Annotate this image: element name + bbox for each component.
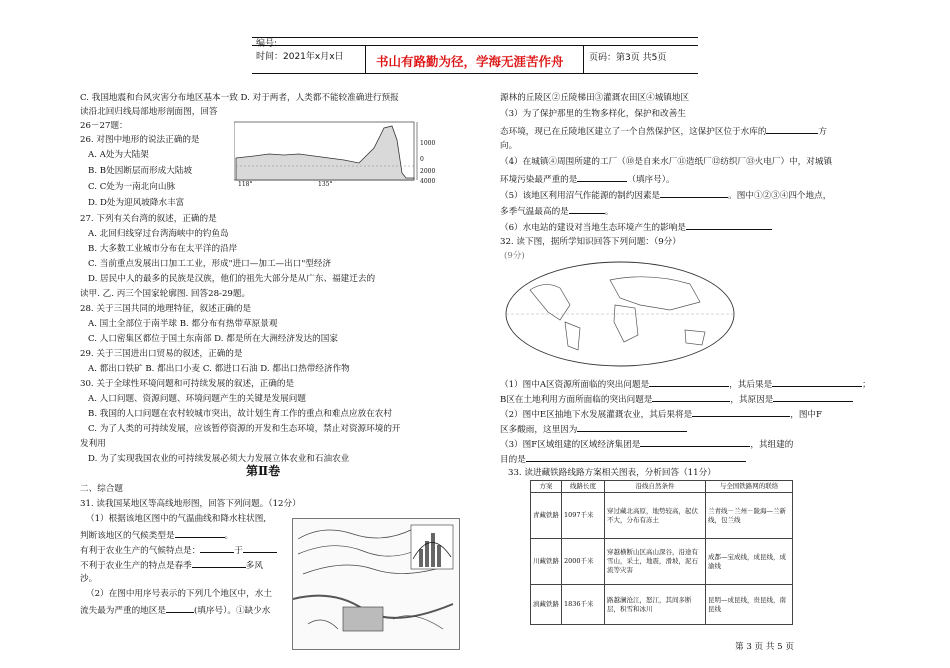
option: D. D处为迎风坡降水丰富	[88, 198, 185, 208]
question-line: （1）根据该地区图中的气温曲线和降水柱状图,	[86, 514, 267, 524]
date-label: 时间：2021年x月x日	[256, 52, 344, 62]
contour-map-figure	[292, 518, 460, 650]
question-line: 环境污染最严重的是 （填序号）。	[500, 172, 675, 186]
table-cell: 穿过藏北高原，地势较高，起伏不大，分布有冻土	[605, 493, 706, 539]
option: C. 人口密集区都位于国土东南部 D. 都是所在大洲经济发达的国家	[88, 334, 338, 344]
question-line: 有利于农业生产的气候特点是： 于	[80, 543, 277, 557]
table-cell: 1097千米	[562, 493, 605, 539]
header-rule-bottom	[252, 73, 698, 74]
header-rule-top	[252, 37, 698, 38]
answer-blank[interactable]	[649, 377, 729, 387]
answer-blank[interactable]	[243, 543, 277, 553]
question-32: 32. 读下图，据所学知识回答下列问题：（9分）	[500, 237, 681, 247]
question-27: 27. 下列有关台湾的叙述，正确的是	[80, 214, 217, 224]
question-line: （6）水电站的建设对当地生态环境产生的影响是	[500, 220, 772, 234]
number-label: 编号:	[256, 39, 278, 49]
table-header: 沿线自然条件	[605, 481, 706, 493]
table-row	[531, 539, 793, 585]
option: C. 为了人类的可持续发展，应该暂停资源的开发和生态环境，禁止对资源环境的开	[88, 424, 401, 434]
answer-blank[interactable]	[652, 392, 730, 402]
instruction-line: 读甲. 乙. 丙三个国家轮廓图. 回答28-29题。	[80, 289, 251, 299]
header-rule-mid	[252, 45, 698, 46]
question-line: 沙。	[80, 574, 98, 584]
question-line: 判断该地区的气候类型是 。	[80, 528, 233, 542]
question-30: 30. 关于全球性环境问题和可持续发展的叙述，正确的是	[80, 379, 295, 389]
railway-table	[530, 480, 793, 625]
instruction-line: 26－27题：	[80, 121, 128, 131]
page-footer: 第 3 页 共 5 页	[735, 642, 794, 652]
profile-longitude: 118°	[238, 181, 253, 188]
option: B. 大多数工业城市分布在太平洋的沿岸	[88, 244, 238, 254]
table-cell: 兰青线－兰州－陇海—兰新线，包兰线	[706, 493, 793, 539]
instruction-line: 读沿北回归线局部地形剖面图，回答	[80, 107, 218, 117]
question-line: （2）图中E区抽地下水发展灌溉农业，其后果将是 ，图中F	[500, 407, 822, 421]
table-row	[531, 493, 793, 539]
answer-blank[interactable]	[166, 603, 194, 613]
question-line: （4）在城镇④周围所建的工厂（⑩是自来水厂⑪造纸厂⑫纺织厂⑬火电厂）中，对城镇	[500, 157, 833, 167]
option: D. 为了实现我国农业的可持续发展必须大力发展立体农业和石油农业	[88, 454, 350, 464]
terrain-profile-figure	[234, 118, 439, 190]
world-map-figure	[500, 250, 740, 370]
question-line: （2）在图中用序号表示的下列几个地区中，水土	[86, 589, 272, 599]
answer-blank[interactable]	[200, 543, 234, 553]
answer-blank[interactable]	[660, 188, 728, 198]
answer-blank[interactable]	[766, 124, 818, 134]
table-cell: 2000千米	[562, 539, 605, 585]
question-26: 26. 对图中地形的说法正确的是	[80, 135, 200, 145]
table-row	[531, 585, 793, 625]
question-line: （5）该地区利用沼气作能源的制约因素是 。图中①②③④四个地点，	[500, 188, 831, 202]
option: A. 北回归线穿过台湾海峡中的钓鱼岛	[88, 229, 229, 239]
answer-blank[interactable]	[773, 392, 853, 402]
question-line: 向。	[500, 141, 518, 151]
answer-blank[interactable]	[192, 558, 246, 568]
question-line: （3）图F区域组建的区域经济集团是 ，其组建的	[500, 437, 793, 451]
question-line: 态环境，现已在丘陵地区建立了一个自然保护区，这保护区位于水库的 方	[500, 124, 827, 138]
profile-axis-label: 2000	[420, 168, 436, 175]
question-29: 29. 关于三国进出口贸易的叙述，正确的是	[80, 349, 243, 359]
option: A. 都出口铁矿 B. 都出口小麦 C. 都进口石油 D. 都出口热带经济作物	[88, 364, 350, 374]
profile-longitude: 135°	[318, 181, 333, 188]
motto: 书山有路勤为径，学海无涯苦作舟	[376, 54, 564, 69]
table-header: 方案	[531, 481, 562, 493]
profile-axis-label: 1000	[420, 140, 436, 147]
table-cell: 穿越横断山区高山深谷，沿途有雪山，采土，地震，滑坡，泥石流等灾害	[605, 539, 706, 585]
table-cell: 成都—宝成线，成昆线，成渝线	[706, 539, 793, 585]
answer-blank[interactable]	[640, 437, 750, 447]
answer-blank[interactable]	[577, 422, 687, 432]
table-header: 与全国铁路网的联络	[706, 481, 793, 493]
option: B. 我国的人口问题在农村较城市突出，故计划生育工作的重点和难点应放在农村	[88, 409, 392, 419]
table-cell: 滇藏铁路	[531, 585, 562, 625]
answer-blank[interactable]	[526, 452, 746, 462]
option: D. 居民中人的最多的民族是汉族，他们的祖先大部分是从广东、福建迁去的	[88, 274, 376, 284]
question-line: 多季气温最高的是 。	[500, 204, 613, 218]
question-line: 源林的丘陵区②丘陵梯田③灌溉农田区④城镇地区	[500, 93, 690, 103]
profile-axis-label: 4000	[420, 178, 436, 185]
question-33: 33. 读进藏铁路线路方案相关图表，分析回答（11分）	[508, 468, 716, 478]
section-heading: 二、综合题	[80, 484, 123, 494]
question-line: 流失最为严重的地区是 (填序号）。①缺少水	[80, 603, 270, 617]
question-line: 不利于农业生产的特点是春季 多风	[80, 558, 263, 572]
profile-axis-label: 0	[420, 156, 424, 163]
question-line: （3）为了保护那里的生物多样化，保护和改善生	[500, 109, 686, 119]
table-cell: 川藏铁路	[531, 539, 562, 585]
table-cell: 1836千米	[562, 585, 605, 625]
answer-blank[interactable]	[692, 407, 790, 417]
answer-blank[interactable]	[175, 528, 225, 538]
option: A. 国土全部位于南半球 B. 都分布有热带草原景观	[88, 319, 278, 329]
question-line: C. 我国地震和台风灾害分布地区基本一致 D. 对于两者，人类都不能较准确进行预报	[80, 93, 399, 103]
question-31: 31. 读我国某地区等高线地形图，回答下列问题。（12分）	[80, 499, 301, 509]
table-cell: 昆明—成昆线，贵昆线，南昆线	[706, 585, 793, 625]
header-divider	[583, 46, 584, 73]
question-line: 目的是	[500, 452, 746, 466]
option: 发利用	[80, 439, 106, 449]
table-header-row	[531, 481, 793, 493]
option: A. 人口问题、资源问题、环境问题产生的关键是发展问题	[88, 394, 306, 404]
question-line: B区在土地利用方面所面临的突出问题是 ，其原因是	[500, 392, 853, 406]
table-cell: 路越澜沧江，怒江，其间多断层，积雪和冰川	[605, 585, 706, 625]
option: B. B处因断层而形成大陆坡	[88, 166, 193, 176]
option: A. A处为大陆架	[88, 150, 149, 160]
question-line: （1）图中A区资源所面临的突出问题是 ，其后果是 ；	[500, 377, 871, 391]
page-label: 页码：第3页 共5页	[589, 53, 667, 63]
answer-blank[interactable]	[577, 172, 627, 182]
header-divider	[365, 46, 366, 73]
answer-blank[interactable]	[772, 377, 862, 387]
part-heading: 第Ⅱ卷	[246, 464, 281, 478]
table-cell: 青藏铁路	[531, 493, 562, 539]
option: C. C处为一南北向山脉	[88, 182, 176, 192]
option: C. 当前重点发展出口加工工业，形成"进口—加工—出口"型经济	[88, 259, 332, 269]
table-header: 线路长度	[562, 481, 605, 493]
answer-blank[interactable]	[686, 220, 772, 230]
map-score: (9分)	[504, 251, 525, 261]
answer-blank[interactable]	[569, 204, 605, 214]
question-28: 28. 关于三国共同的地理特征，叙述正确的是	[80, 304, 252, 314]
question-line: 区多酸雨，这里因为	[500, 422, 687, 436]
